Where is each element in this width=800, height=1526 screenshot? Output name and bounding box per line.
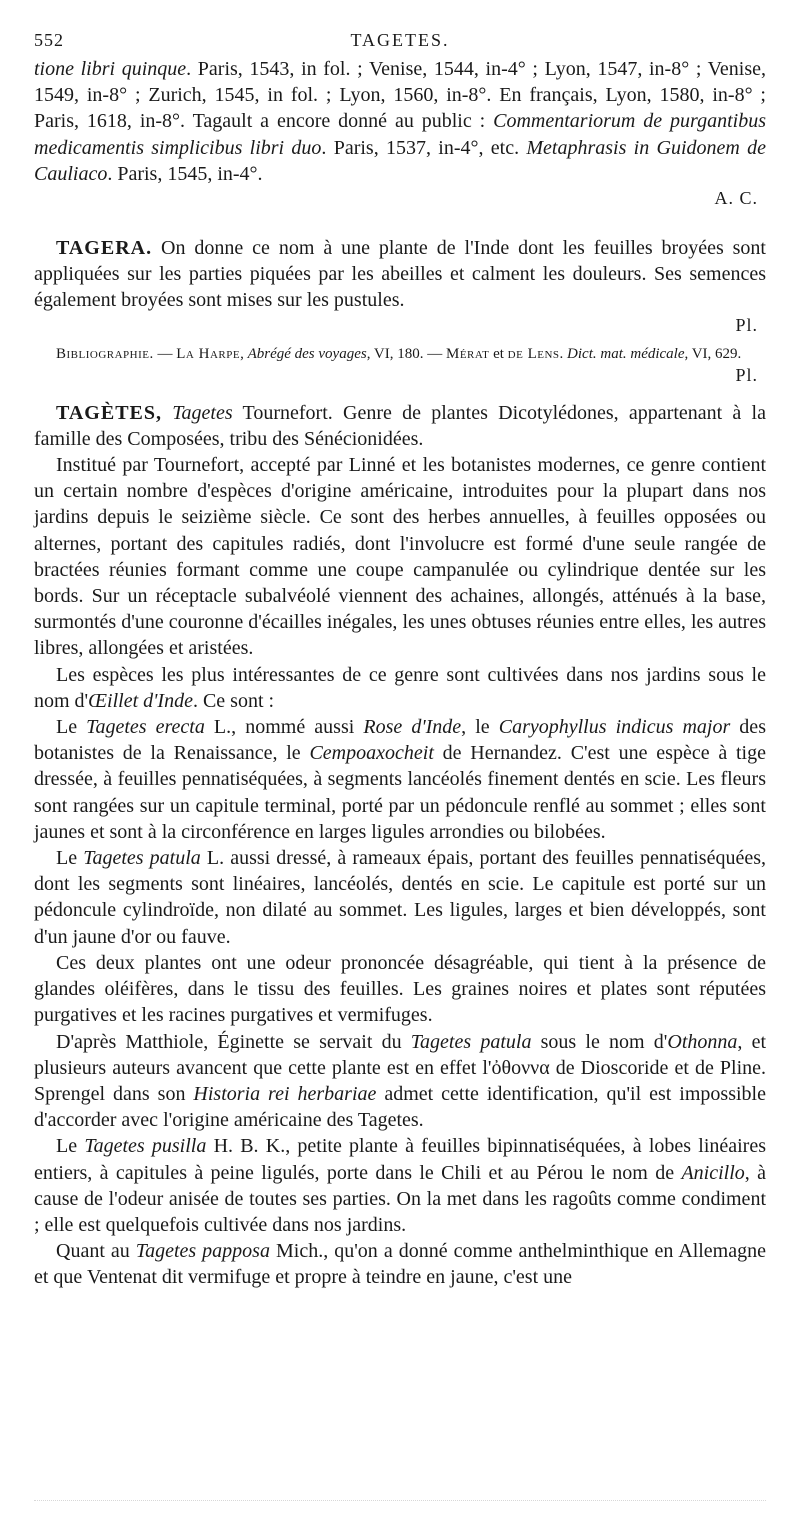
headword: TAGERA. bbox=[56, 237, 153, 260]
bleed-through-line bbox=[34, 1500, 766, 1502]
carryover-paragraph: tione libri quinque. Paris, 1543, in fol. ; Venise, 1544, in-4° ; Lyon, 1547, in-8° ; Venise, 1549, in-8° ; Zurich, 1545, in fol. ; Lyon, 1560, in-8°. En français, Lyon, 1580, in-8° ; Paris, 1618, in-8°. Tagault a encore donné au public : Commentariorum de purgantibus medicamentis simplicibus libri duo. Paris, 1537, in-4°, etc. Metaphrasis in Guidonem de Cauliaco. Paris, 1545, in-4°. bbox=[34, 58, 766, 185]
italic-title: Commentariorum de purgantibus medicamentis simplicibus libri duo bbox=[34, 110, 766, 159]
bibliography: Bibliographie. — La Harpe, Abrégé des voyages, VI, 180. — Mérat et de Lens. Dict. mat. médicale, VI, 629. bbox=[56, 345, 742, 362]
page-header bbox=[34, 30, 766, 56]
paragraph: Le Tagetes patula L. aussi dressé, à rameaux épais, portant des feuilles pennatiséquées, dont les segments sont linéaires, lancéolés, dentés en scie. Le capitule est porté sur un pédoncule cylindroïde, non dilaté au sommet. Les ligules, larges et bien développés, sont d'un jaune d'or ou fauve. bbox=[34, 847, 767, 948]
author-signature: Pl. bbox=[735, 364, 758, 385]
paragraph: Institué par Tournefort, accepté par Linné et les botanistes modernes, ce genre contient un certain nombre d'espèces d'origine américaine, introduites pour la plupart dans nos jardins depuis le seizième siècle. Ce sont des herbes annuelles, à feuilles opposées ou alternes, portant des capitules radiés, dont l'involucre est formé d'une seule rangée de bractées réunies formant comme une coupe campanulée ou cylindrique dentée sur les bords. Sur un réceptacle subalvéolé viennent des achaines, allongés, atténués à la base, surmontés d'une couronne d'écailles inégales, les unes obtuses réunies entre elles, les autres libres, allongées et aristées. bbox=[34, 454, 766, 660]
entry-tagetes-intro: TAGÈTES, Tagetes Tournefort. Genre de plantes Dicotylédones, appartenant à la famille des Composées, tribu des Sénécionidées. bbox=[34, 401, 766, 450]
author-signature: A. C. bbox=[714, 188, 758, 209]
document-page bbox=[34, 30, 766, 1291]
paragraph: Le Tagetes erecta L., nommé aussi Rose d'Inde, le Caryophyllus indicus major des botanistes de la Renaissance, le Cempoaxocheit de Hernandez. C'est une espèce à tige dressée, à feuilles pennatiséquées, à segments lancéolés finement dentés en scie. Les fleurs sont rangées sur un capitule terminal, porté par un pédoncule renflé au sommet ; elles sont jaunes et sont à la circonférence en larges ligules arrondies ou bilobées. bbox=[34, 716, 766, 843]
paragraph: Les espèces les plus intéressantes de ce genre sont cultivées dans nos jardins sous le nom d'Œillet d'Inde. Ce sont : bbox=[34, 663, 766, 712]
author-signature: Pl. bbox=[735, 314, 758, 335]
paragraph: D'après Matthiole, Éginette se servait du Tagetes patula sous le nom d'Othonna, et plusieurs auteurs avancent que cette plante est en effet l'ὀθοννα de Dioscoride et de Pline. Sprengel dans son Historia rei herbariae admet cette identification, qu'il est impossible d'accorder avec l'origine américaine des Tagetes. bbox=[34, 1030, 766, 1132]
headword: TAGÈTES, bbox=[56, 401, 162, 424]
running-head: TAGETES. bbox=[350, 30, 450, 50]
paragraph: Quant au Tagetes papposa Mich., qu'on a donné comme anthelminthique en Allemagne et que Ventenat dit vermifuge et propre à teindre en jaune, c'est une bbox=[34, 1240, 766, 1289]
page-number: 552 bbox=[34, 30, 64, 50]
entry-tagera: TAGERA. On donne ce nom à une plante de l'Inde dont les feuilles broyées sont appliquées sur les parties piquées par les abeilles et calment les douleurs. Ses semences également broyées sont mises sur les pustules. bbox=[34, 237, 766, 312]
italic-title: tione libri quinque bbox=[34, 58, 187, 80]
paragraph: Le Tagetes pusilla H. B. K., petite plante à feuilles bipinnatiséquées, à lobes linéaires entiers, à capitules à peine ligulés, porte dans le Chili et au Pérou le nom de Anicillo, à cause de l'odeur anisée de toutes ses parties. On la met dans les ragoûts comme condiment ; elle est quelquefois cultivée dans nos jardins. bbox=[34, 1135, 767, 1236]
paragraph: Ces deux plantes ont une odeur prononcée désagréable, qui tient à la présence de glandes oléifères, dans le tissu des feuilles. Les graines noires et plates sont réputées purgatives et les racines purgatives et vermifuges. bbox=[34, 951, 766, 1027]
italic-title: Metaphrasis in Guidonem de Cauliaco bbox=[34, 136, 766, 185]
